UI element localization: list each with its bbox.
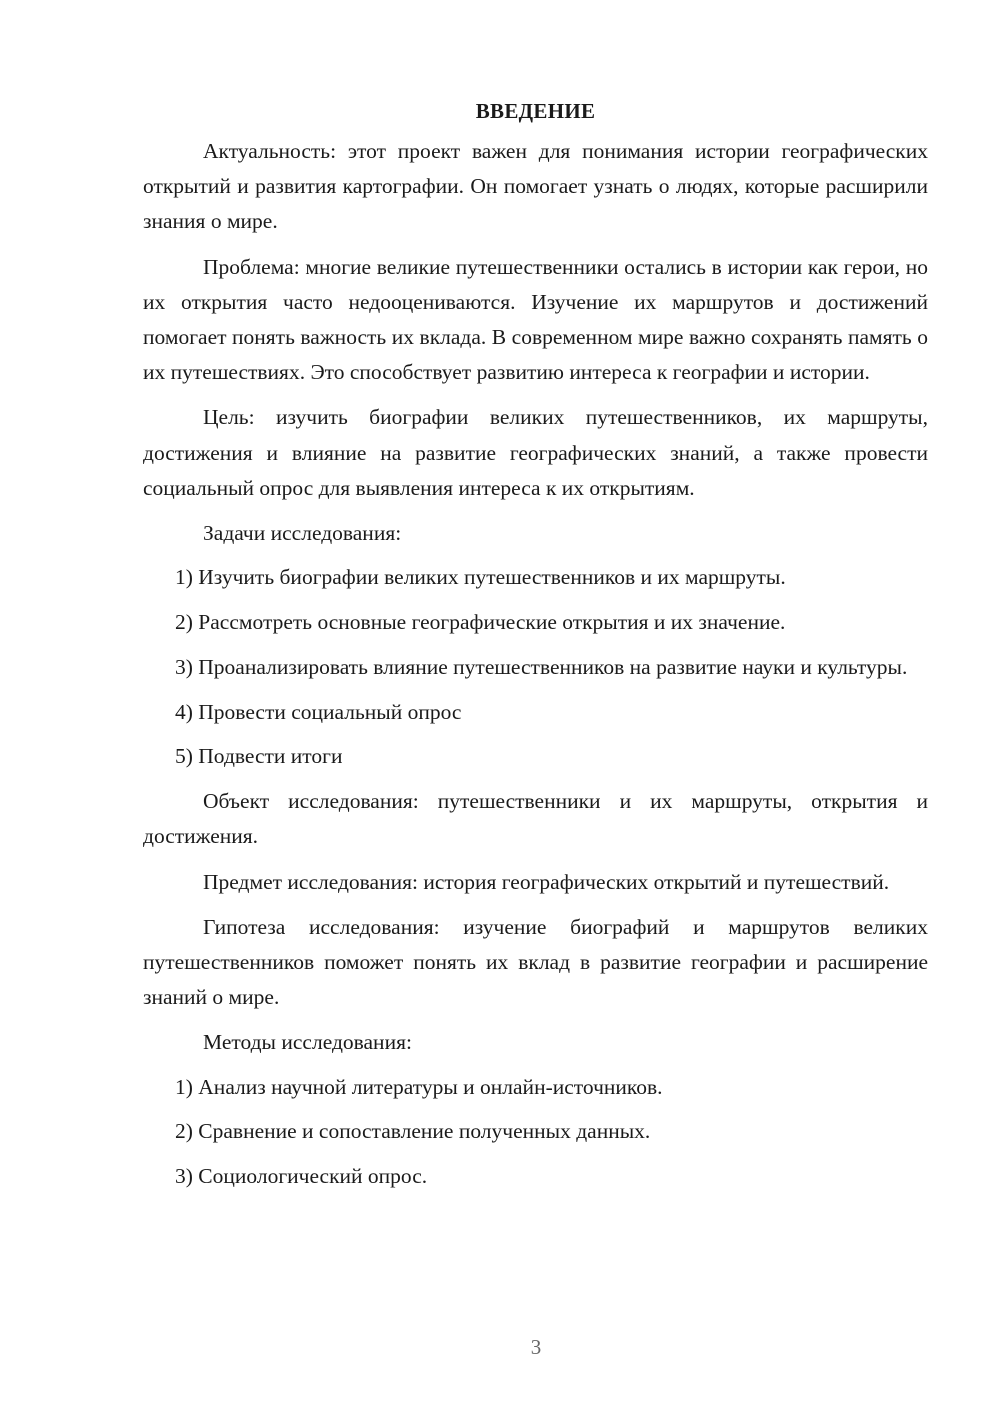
goal-paragraph: Цель: изучить биографии великих путешественников, их маршруты, достижения и влияние на развитие географических знаний, а также провести социальный опрос для выявления интереса к их открытиям. [143,405,928,500]
problem-paragraph: Проблема: многие великие путешественники остались в истории как герои, но их открытия часто недооцениваются. Изучение их маршрутов и достижений помогает понять важность их вклада. В современном мире важно сохранять память о их путешествиях. Это способствует развитию интереса к географии и истории. [143,254,928,385]
task-item: 5) Подвести итоги [175,744,343,769]
hypothesis-paragraph: Гипотеза исследования: изучение биографий и маршрутов великих путешественников поможет понять их вклад в развитие географии и расширение знаний о мире. [143,914,928,1010]
page-number: 3 [530,1335,542,1359]
relevance-paragraph: Актуальность: этот проект важен для понимания истории географических открытий и развития картографии. Он помогает узнать о людях, которые расширили знания о мире. [143,139,928,234]
object-paragraph: Объект исследования: путешественники и их маршруты, открытия и достижения. [143,789,928,849]
task-item: 4) Провести социальный опрос [175,699,462,724]
method-item: 3) Социологический опрос. [175,1164,428,1189]
page-content [143,96,928,1204]
task-item: 1) Изучить биографии великих путешественников и их маршруты. [175,565,786,590]
task-item: 3) Проанализировать влияние путешественников на развитие науки и культуры. [175,654,908,679]
section-title: ВВЕДЕНИЕ [475,99,596,123]
methods-heading: Методы исследования: [203,1030,412,1055]
method-item: 1) Анализ научной литературы и онлайн-источников. [175,1074,663,1099]
task-item: 2) Рассмотреть основные географические открытия и их значение. [175,610,786,635]
tasks-heading: Задачи исследования: [203,521,402,546]
subject-paragraph: Предмет исследования: история географических открытий и путешествий. [203,869,890,894]
method-item: 2) Сравнение и сопоставление полученных данных. [175,1119,651,1144]
